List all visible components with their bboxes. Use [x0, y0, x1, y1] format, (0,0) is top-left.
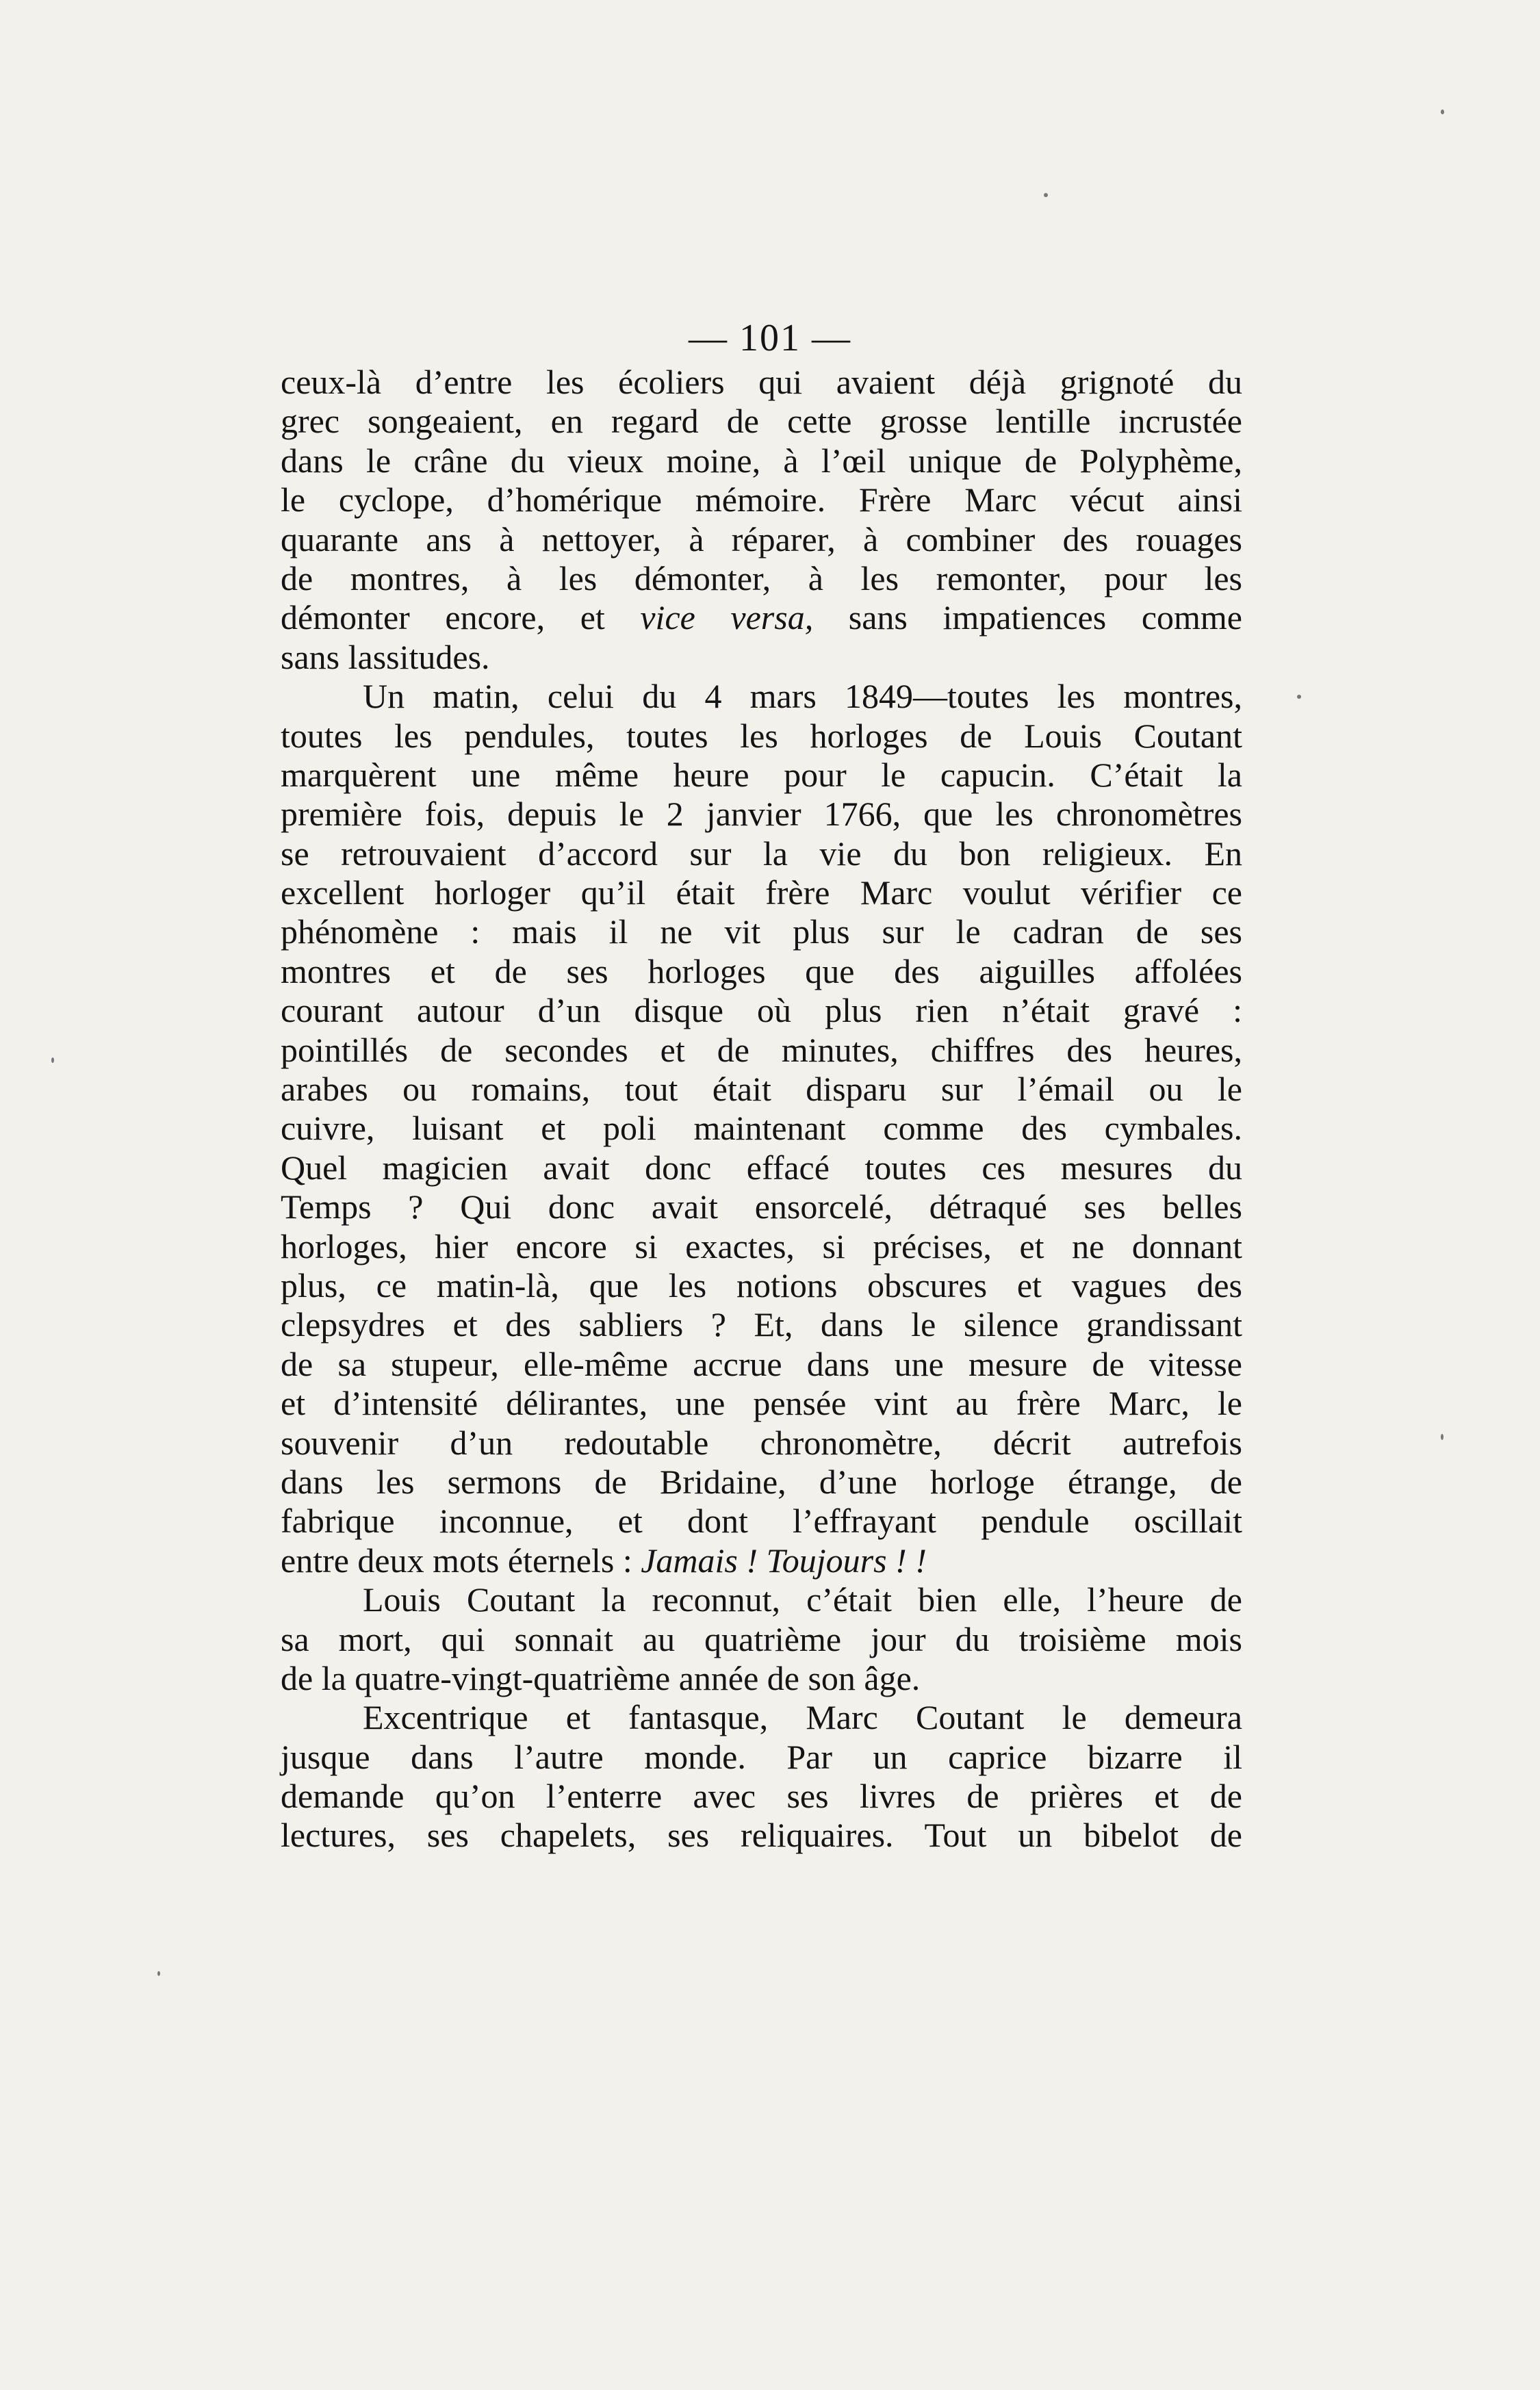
text-line: fabrique inconnue, et dont l’effrayant pendule oscillait: [281, 1502, 1242, 1541]
text-line: se retrouvaient d’accord sur la vie du bon religieux. En: [281, 834, 1242, 873]
text-line: montres et de ses horloges que des aiguilles affolées: [281, 951, 1242, 990]
text-line: jusque dans l’autre monde. Par un caprice bizarre il: [281, 1737, 1242, 1776]
text-line: Temps ? Qui donc avait ensorcelé, détraqué ses belles: [281, 1187, 1242, 1226]
text-line: horloges, hier encore si exactes, si précises, et ne donnant: [281, 1226, 1242, 1265]
text-line: Excentrique et fantasque, Marc Coutant le demeura: [363, 1698, 1242, 1737]
paper-speck: [1441, 110, 1444, 114]
paper-speck: [157, 1971, 160, 1976]
text-line: arabes ou romains, tout était disparu sur l’émail ou le: [281, 1070, 1242, 1109]
text-line: [281, 1541, 1242, 1580]
text-line: première fois, depuis le 2 janvier 1766, que les chronomètres: [281, 795, 1242, 834]
text-line: le cyclope, d’homérique mémoire. Frère Marc vécut ainsi: [281, 480, 1242, 519]
text-line: dans les sermons de Bridaine, d’une horloge étrange, de: [281, 1462, 1242, 1501]
text-line: Un matin, celui du 4 mars 1849—toutes les montres,: [363, 677, 1242, 716]
paper-speck: [1044, 193, 1048, 197]
text-line: Louis Coutant la reconnut, c’était bien elle, l’heure de: [363, 1580, 1242, 1619]
text-line: demande qu’on l’enterre avec ses livres de prières et de: [281, 1777, 1242, 1816]
text-line: ceux-là d’entre les écoliers qui avaient déjà grignoté du: [281, 363, 1242, 401]
text-line: souvenir d’un redoutable chronomètre, décrit autrefois: [281, 1423, 1242, 1462]
text-line: plus, ce matin-là, que les notions obscures et vagues des: [281, 1265, 1242, 1305]
page-number: — 101 —: [689, 317, 851, 359]
text-run: entre deux mots éternels :: [281, 1541, 641, 1580]
italic-text: vice versa,: [640, 598, 814, 637]
body-text: [281, 363, 1242, 1855]
text-line: quarante ans à nettoyer, à réparer, à combiner des rouages: [281, 519, 1242, 558]
text-line: de la quatre-vingt-quatrième année de son âge.: [281, 1658, 921, 1697]
paper-speck: [51, 1057, 54, 1063]
text-line: clepsydres et des sabliers ? Et, dans le silence grandissant: [281, 1305, 1242, 1344]
text-line: cuivre, luisant et poli maintenant comme des cymbales.: [281, 1109, 1242, 1148]
text-line: sans lassitudes.: [281, 637, 490, 676]
text-run: sans impatiences comme: [813, 598, 1242, 637]
text-line: excellent horloger qu’il était frère Marc voulut vérifier ce: [281, 873, 1242, 912]
text-line: et d’intensité délirantes, une pensée vint au frère Marc, le: [281, 1384, 1242, 1423]
text-line: courant autour d’un disque où plus rien n’était gravé :: [281, 991, 1242, 1030]
text-line: de montres, à les démonter, à les remonter, pour les: [281, 558, 1242, 598]
text-line: pointillés de secondes et de minutes, chiffres des heures,: [281, 1030, 1242, 1069]
text-line: phénomène : mais il ne vit plus sur le cadran de ses: [281, 912, 1242, 951]
text-line: grec songeaient, en regard de cette grosse lentille incrustée: [281, 402, 1242, 441]
text-line: [281, 598, 1242, 637]
text-line: toutes les pendules, toutes les horloges de Louis Coutant: [281, 716, 1242, 755]
paper-speck: [1441, 1434, 1443, 1440]
text-line: lectures, ses chapelets, ses reliquaires. Tout un bibelot de: [281, 1816, 1242, 1855]
text-line: Quel magicien avait donc effacé toutes ces mesures du: [281, 1148, 1242, 1187]
text-run: démonter encore, et: [281, 598, 641, 637]
italic-text: Jamais ! Toujours ! !: [641, 1541, 927, 1580]
text-line: dans le crâne du vieux moine, à l’œil unique de Polyphème,: [281, 441, 1242, 480]
text-line: marquèrent une même heure pour le capucin. C’était la: [281, 755, 1242, 794]
text-line: sa mort, qui sonnait au quatrième jour du troisième mois: [281, 1619, 1242, 1658]
paper-speck: [1297, 695, 1301, 699]
text-line: de sa stupeur, elle-même accrue dans une mesure de vitesse: [281, 1344, 1242, 1383]
